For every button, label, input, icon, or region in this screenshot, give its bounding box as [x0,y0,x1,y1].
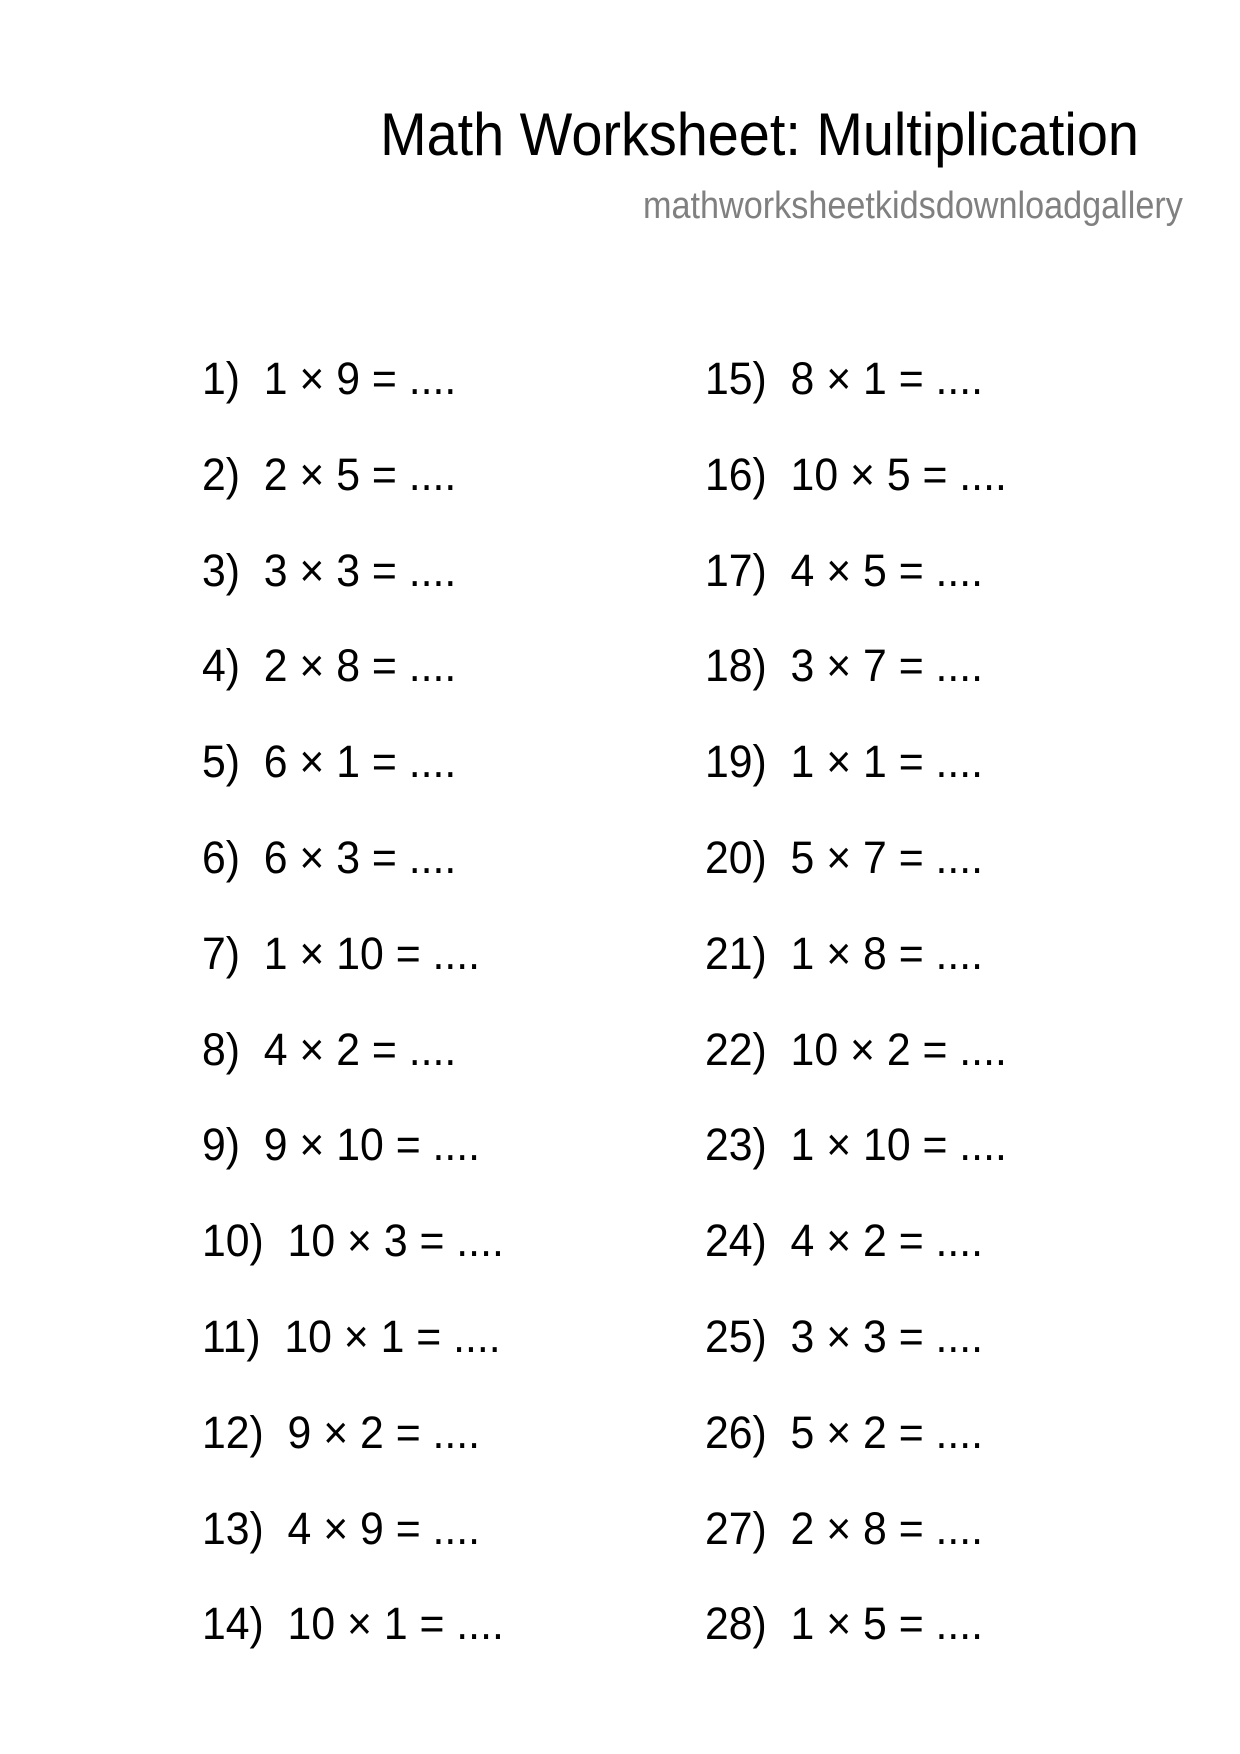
problem-item: 10) 10 × 3 = .... [202,1215,504,1267]
problem-item: 5) 6 × 1 = .... [202,736,457,788]
problem-item: 13) 4 × 9 = .... [202,1502,481,1554]
problem-item: 27) 2 × 8 = .... [705,1502,984,1554]
problem-item: 2) 2 × 5 = .... [202,448,457,500]
problem-item: 25) 3 × 3 = .... [705,1310,984,1362]
problem-item: 21) 1 × 8 = .... [705,927,984,979]
problem-column-right [705,352,1023,1693]
problem-item: 4) 2 × 8 = .... [202,640,457,692]
problem-item: 15) 8 × 1 = .... [705,353,984,404]
problem-item: 1) 1 × 9 = .... [202,353,457,404]
problem-item: 20) 5 × 7 = .... [705,831,984,883]
problem-item: 11) 10 × 1 = .... [202,1310,501,1362]
problem-item: 19) 1 × 1 = .... [705,736,984,788]
problem-item: 14) 10 × 1 = .... [202,1598,504,1650]
problem-item: 3) 3 × 3 = .... [202,544,457,596]
problem-item: 9) 9 × 10 = .... [202,1119,481,1171]
problem-item: 12) 9 × 2 = .... [202,1406,481,1458]
problem-item: 17) 4 × 5 = .... [705,544,984,596]
problem-item: 26) 5 × 2 = .... [705,1406,984,1458]
problem-column-left [202,352,520,1693]
problem-item: 6) 6 × 3 = .... [202,831,457,883]
problem-item: 8) 4 × 2 = .... [202,1023,457,1075]
problem-item: 24) 4 × 2 = .... [705,1215,984,1267]
problem-item: 22) 10 × 2 = .... [705,1023,1007,1075]
problem-item: 28) 1 × 5 = .... [705,1598,984,1650]
worksheet-title: Math Worksheet: Multiplication [380,101,1139,168]
worksheet-subtitle: mathworksheetkidsdownloadgallery [643,185,1183,227]
problem-item: 23) 1 × 10 = .... [705,1119,1007,1171]
problem-item: 18) 3 × 7 = .... [705,640,984,692]
problem-item: 7) 1 × 10 = .... [202,927,481,979]
problem-item: 16) 10 × 5 = .... [705,448,1007,500]
